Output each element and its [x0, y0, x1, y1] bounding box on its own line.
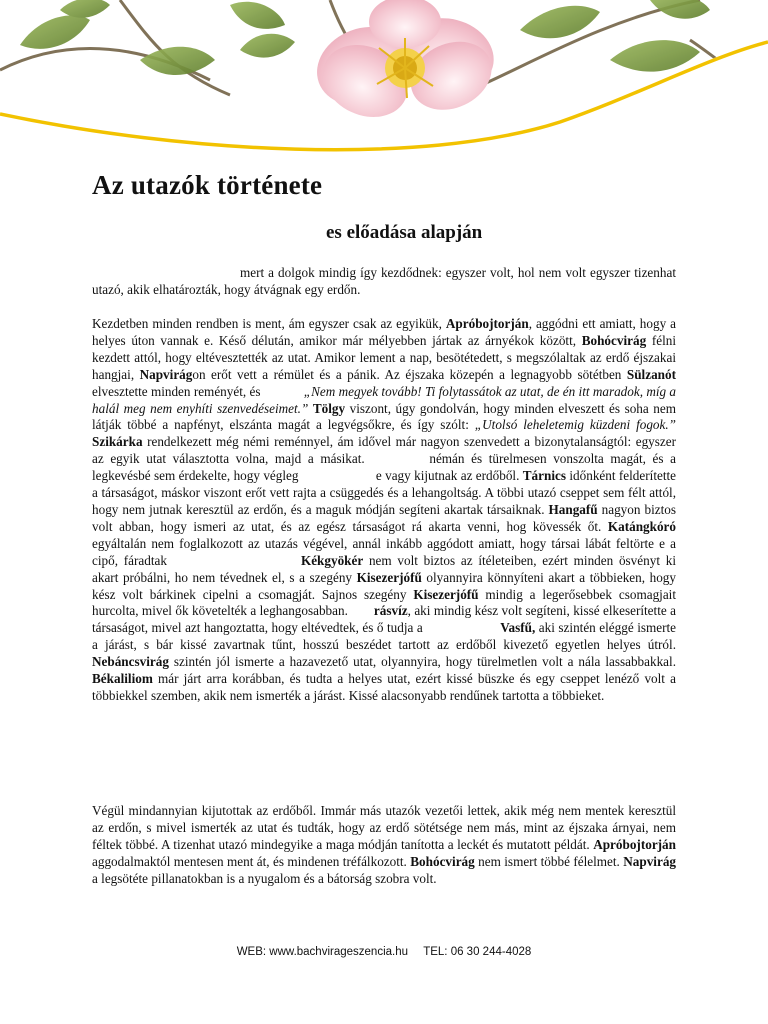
flower-name: Kisezerjófű [413, 586, 479, 602]
flower-name: Sülzanót [626, 366, 676, 382]
flower-name: Apróbojtorján [445, 316, 529, 331]
text-run: némán és türelmesen vonszolta magát, és a legkevésbé sem érdekelte, hogy végleg [92, 451, 676, 484]
text-run: rendelkezett még némi reménnyel, ám idővel már nagyon szenvedett a bizonytalanságtól: egyszer az egyik utat választotta volna, majd a másikat. [92, 434, 676, 467]
flower-name: Tölgy [312, 400, 346, 416]
page-footer [0, 946, 768, 958]
story-paragraph [92, 316, 676, 705]
text-run: nem ismert többé félelmet. [474, 853, 624, 869]
flower-name: Napvirág [623, 853, 676, 869]
flower-name: Vasfű, [500, 620, 536, 636]
flower-name: Bohócvirág [581, 332, 647, 348]
flower-name: Nebáncsvirág [92, 654, 169, 670]
flower-name: Bohócvirág [410, 853, 475, 869]
text-run: a legsötéte pillanatokban is a nyugalom és a bátorság szobra volt. [92, 870, 437, 886]
header-banner-image [0, 0, 768, 180]
flower-name: rásvíz [373, 603, 408, 619]
text-run: szintén jól ismerte a hazavezető utat, olyannyira, hogy türelmetlen volt a nála lassabbakkal. [168, 654, 676, 670]
text-run: , aggódni ett amiatt, hogy a helyes úton vannak e. Késő délután, amikor már mélyebben jártak az árnyékok között, [92, 316, 676, 348]
flower-name: Apróbojtorján [593, 836, 676, 852]
text-run: elvesztette minden reményét, és [92, 383, 264, 399]
text-run: e vagy kijutnak az erdőből. [375, 468, 523, 484]
quote-text: „Utolsó leheletemig küzdeni fogok.” [474, 417, 677, 433]
flower-decoration [306, 0, 503, 130]
text-run: Végül mindannyian kijutottak az erdőből. Immár más utazók vezetői lettek, akik még nem mentek keresztül az erdőn, s mivel ismerték az utat és tudták, hogy az erdő sötétsége nem más, mint az éjszaka árnyai, nem féltek többé. A tizenhat utazó mindegyike a maga módján tanította a leckét és mutatott példát. [92, 803, 676, 852]
text-run: , aki mindig kész volt segíteni, kissé elkeserítette a társaságot, mivel azt hangoztatta, hogy eltévedtek, és ő tudja a [92, 603, 677, 636]
flower-name: Tárnics [522, 468, 566, 484]
closing-paragraph [92, 803, 676, 888]
text-run: nagyon biztos volt abban, hogy ismeri az utat, és az egész társaságot rá akarta venni, hog kövessék őt. [92, 501, 676, 534]
text-run: egyáltalán nem foglalkozott az utazás végével, annál inkább aggódott amiatt, hogy társai lábát feltörte e a cipő, fáradtak [92, 535, 676, 568]
flower-name: Napvirág [139, 366, 193, 382]
quote-text: „Nem megyek tovább! Ti folytassátok az utat, de én itt maradok, míg a halál meg nem enyhíti szenvedéseimet.” [92, 383, 676, 416]
phone-number: TEL: 06 30 244-4028 [423, 946, 532, 958]
text-run: már járt arra korábban, és tudta a helyes utat, ezért kissé büszke és egy cseppet lenéző volt a többiekkel szemben, akik nem ismerték a járást. Kissé alacsonyabb rendűnek tartotta a többieket. [92, 671, 676, 703]
text-run: félni kezdett attól, hogy eltévesztették az utat. Amikor lement a nap, besötétedett, s megszólaltak az erdő éjszakai hangjai, [92, 332, 676, 382]
intro-text: mert a dolgok mindig így kezdődnek: egyszer volt, hol nem volt egyszer tizenhat utazó, akik elhatározták, hogy átvágnak egy erdőn. [92, 265, 676, 297]
flower-name: Hangafű [548, 501, 598, 517]
text-run: viszont, úgy gondolván, hogy minden elveszett és soha nem látják többé a napfényt, elszánta magát a legvégsőkre, és így szólt: [92, 400, 676, 433]
page-subtitle: es előadása alapján [326, 222, 483, 243]
flower-name: Békaliliom [92, 671, 153, 687]
text-run: olyannyira könnyíteni akart a többieken, hogy kész volt bárkinek cipelni a csomagját. Sajnos szegény [92, 569, 676, 602]
website-link[interactable]: WEB: www.bachvirageszencia.hu [236, 946, 409, 958]
text-run: aki szintén eléggé ismerte a járást, s bár kissé zavartnak tűnt, hosszú beszédet tartott az erdőből kivezető egyetlen helyes útról. [92, 620, 677, 653]
flower-name: Szikárka [92, 434, 143, 450]
page-title: Az utazók története [92, 170, 323, 200]
text-run: nem volt biztos az ítéleteiben, ezért minden ösvényt ki akart próbálni, ho nem tévednek el, s a szegény [92, 552, 676, 585]
text-run: Kezdetben minden rendben is ment, ám egyszer csak az egyikük, [92, 316, 446, 331]
text-run: on erőt vett a rémület és a pánik. Az éjszaka közepén a legnagyobb sötétben [192, 366, 627, 382]
text-run: időnként felderítette a társaságot, máskor viszont erőt vett rajta a csüggedés és a lehangoltság. A többi utazó cseppet sem félt attól, hogy nem jutnak keresztül az erdőn, és a maguk módján segíteni akartak társaiknak. [92, 468, 677, 517]
flower-name: Katángkóró [607, 518, 676, 534]
flower-name: Kékgyökér [300, 552, 364, 568]
flower-name: Kisezerjófű [356, 569, 422, 585]
text-run: mindig a legerősebbek csomagjait hurcolta, mivel ők követelték a leghangosabban. [92, 586, 677, 619]
text-run: aggodalmaktól mentesen ment át, és mindenen tréfálkozott. [92, 853, 411, 869]
intro-paragraph [92, 265, 676, 299]
